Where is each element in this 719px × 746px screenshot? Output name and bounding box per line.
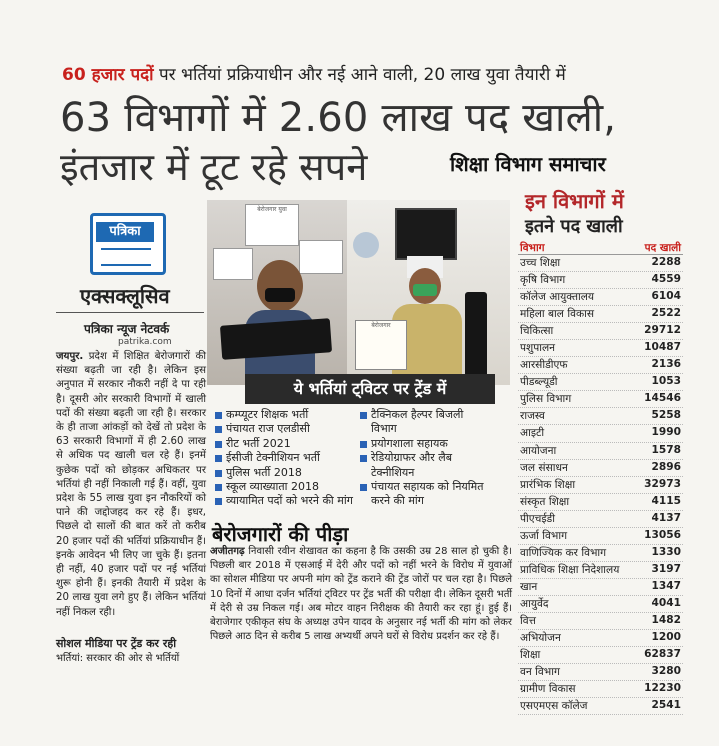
table-rows (518, 255, 683, 715)
dept-name: आयुर्वेद (520, 597, 549, 610)
vacant-posts: 62837 (644, 648, 681, 661)
trend-item-continued: विभाग (371, 422, 397, 436)
exclusive-label: एक्सक्लूसिव (80, 284, 170, 308)
vacant-posts: 29712 (644, 324, 681, 337)
dept-name: ऊर्जा विभाग (520, 529, 568, 542)
trend-item: स्कूल व्याख्याता 2018 (215, 480, 353, 494)
sign-text: बेरोजगार (371, 322, 391, 329)
table-row (518, 391, 683, 408)
table-row (518, 579, 683, 596)
black-mask (265, 288, 295, 302)
vacant-posts: 6104 (651, 290, 681, 303)
dateline: जयपुर. (56, 351, 84, 362)
dept-name: वन विभाग (520, 666, 560, 679)
byline: पत्रिका न्यूज नेटवर्क (84, 322, 170, 336)
dept-name: जल संसाधन (520, 461, 568, 474)
dept-name: अभियोजन (520, 632, 561, 645)
dept-name: आरसीडीएफ (520, 359, 568, 372)
dept-name: पुलिस विभाग (520, 393, 572, 406)
vacant-posts: 2288 (651, 256, 681, 268)
vacant-posts: 3280 (651, 665, 681, 678)
table-row (518, 562, 683, 579)
social-media-body: भर्तियां: सरकार की ओर से भर्तियों (56, 653, 180, 664)
poster-text: बेरोजगार युवा (257, 206, 287, 213)
trend-item: व्यायामित पदों को भरने की मांग (215, 494, 353, 508)
table-row (518, 545, 683, 562)
trend-item: रीट भर्ती 2021 (215, 437, 353, 451)
logo-lines (101, 248, 151, 266)
table-row (518, 306, 683, 323)
table-row (518, 460, 683, 477)
keyboard (220, 318, 332, 360)
table-row (518, 528, 683, 545)
table-row (518, 630, 683, 647)
dept-name: प्राविधिक शिक्षा निदेशालय (520, 563, 620, 576)
vacant-posts: 2896 (651, 460, 681, 473)
table-row (518, 374, 683, 391)
table-row (518, 511, 683, 528)
trend-item: पंचायत सहायक को नियमित (360, 480, 484, 494)
dept-name: शिक्षा (520, 649, 541, 662)
dept-name: पीएचईडी (520, 512, 555, 525)
unemployed-heading: बेरोजगारों की पीड़ा (212, 522, 349, 546)
dept-name: संस्कृत शिक्षा (520, 495, 570, 508)
trend-column-1 (215, 408, 353, 509)
table-row (518, 272, 683, 289)
vacant-posts: 1053 (651, 375, 681, 388)
vacant-posts: 14546 (644, 392, 681, 405)
protester-photo-1 (207, 200, 347, 385)
dept-name: पशुपालन (520, 342, 556, 355)
vacant-posts: 1347 (651, 579, 681, 592)
table-row (518, 289, 683, 306)
headline-line-1: 63 विभागों में 2.60 लाख पद खाली, (60, 95, 617, 141)
trend-item: पंचायत राज एलडीसी (215, 422, 353, 436)
unemployed-text: निवासी रवीन शेखावत का कहना है कि उसकी उम्र 28 साल हो चुकी है। पिछली बार 2018 में एसआई में देरी और पदों को नहीं भरने के विरोध में युवाओं का सोशल मीडिया पर अपनी मांग को ट्रेंड कराने की ट्रेंड जोरों पर चल रहा है। पिछले 10 दिनों में आधा दर्जन भर्तियां ट्विटर पर ट्रेंड भर्ती की परीक्षा दी। लेकिन दूसरी भर्ती में देरी से उम्र निकल गई। अब मोटर वाहन निरीक्षक की तैयारी कर रहा हूं। हुई हैं। बेराजेगार एकीकृत संघ के अध्यक्ष उपेन यादव के अनुसार नई भर्ती की मांग को लेकर पिछले आठ दिन से करीब 5 लाख अभ्यर्थी अपने घरों से विरोध प्रदर्शन कर रहे हैं। (210, 546, 512, 643)
table-row (518, 255, 683, 272)
table-row (518, 613, 683, 630)
dept-name: प्रारंभिक शिक्षा (520, 478, 576, 491)
watermark-globe (353, 232, 379, 258)
vacant-posts: 4137 (651, 511, 681, 524)
person-head (257, 260, 303, 312)
logo-text: पत्रिका (96, 222, 154, 242)
dept-name: पीडब्ल्यूडी (520, 376, 558, 389)
vacant-posts: 10487 (644, 341, 681, 354)
green-mask (413, 284, 437, 296)
headline-line-2: इंतजार में टूट रहे सपने (60, 145, 368, 189)
poster (299, 240, 343, 274)
vacant-posts: 3197 (651, 562, 681, 575)
dept-name: आइटी (520, 427, 545, 440)
vacant-posts: 2541 (651, 699, 681, 712)
trend-item: ईसीजी टेक्नीशियन भर्ती (215, 451, 353, 465)
dept-name: वाणिज्यिक कर विभाग (520, 546, 607, 559)
place-name: अजीतगढ़ (210, 546, 245, 557)
stamp-text: शिक्षा विभाग समाचार (450, 152, 606, 176)
dept-name: एसएमएस कॉलेज (520, 700, 588, 713)
protest-sign (355, 320, 407, 370)
dept-name: ग्रामीण विकास (520, 683, 576, 696)
table-row (518, 647, 683, 664)
vacant-posts: 5258 (651, 409, 681, 422)
divider (56, 312, 204, 313)
table-heading-1: इन विभागों में (525, 189, 624, 213)
vacant-posts: 32973 (644, 477, 681, 490)
poster (245, 204, 299, 246)
protester-photo-2 (347, 200, 510, 385)
vacant-posts: 2522 (651, 307, 681, 320)
dept-name: महिला बाल विकास (520, 308, 595, 321)
table-row (518, 443, 683, 460)
trend-item-continued: करने की मांग (371, 494, 424, 508)
dept-name: उच्च शिक्षा (520, 257, 561, 269)
dept-name: खान (520, 580, 538, 593)
table-row (518, 425, 683, 442)
vacancy-table (518, 240, 683, 715)
trend-banner: ये भर्तियां ट्विटर पर ट्रेंड में (245, 374, 495, 404)
dept-name: कॉलेज आयुक्तालय (520, 291, 595, 304)
vacant-posts: 1482 (651, 613, 681, 626)
table-row (518, 494, 683, 511)
dept-name: चिकित्सा (520, 325, 554, 338)
kicker-rest: पर भर्तियां प्रक्रियाधीन और नई आने वाली, 20 लाख युवा तैयारी में (153, 65, 566, 85)
patrika-logo (90, 213, 166, 275)
dept-name: राजस्व (520, 410, 545, 423)
article-text: प्रदेश में शिक्षित बेरोजगारों की संख्या बढ़ती जा रही है। लेकिन इस अनुपात में सरकार नौकरी नहीं दे पा रही है। दूसरी ओर सरकारी विभागों में खाली पदों की संख्या बढ़ती जा रही है। सरकार के ही ताजा आंकड़ों को देखें तो प्रदेश के 63 सरकारी विभागों में ही 2.60 लाख से अधिक पद खाली चल रहे हैं। इनमें कुछेक पदों को छोड़कर अधिकतर पर भर्तियां ही नहीं निकाली गई हैं। वहीं, युवा प्रदेश के 55 लाख युवा इन नौकरियों को पाने की जद्दोजहद कर रहे हैं। इधर, पिछले दो सालों की बात करें तो करीब 20 हजार पदों की भर्तियां प्रक्रियाधीन हैं। इनके आवेदन भी लिए जा चुके हैं। इतना ही नहीं, 40 हजार पदों पर नई भर्तियां शुरू होनी हैं। इनकी तैयारी में प्रदेश के 20 लाख युवा लगे हुए हैं। लेकिन भर्तियां नहीं निकल रही। (56, 351, 206, 618)
trend-item: कम्प्यूटर शिक्षक भर्ती (215, 408, 353, 422)
kicker-line (62, 62, 566, 85)
vacant-posts: 12230 (644, 682, 681, 695)
keyboard (465, 292, 487, 377)
trend-item-continued: टेक्नीशियन (371, 465, 415, 479)
table-row (518, 477, 683, 494)
table-row (518, 340, 683, 357)
trend-item: पुलिस भर्ती 2018 (215, 466, 353, 480)
vacant-posts: 4115 (651, 494, 681, 507)
vacant-posts: 13056 (644, 528, 681, 541)
main-article-body (56, 350, 206, 620)
table-row (518, 357, 683, 374)
site-url: patrika.com (118, 337, 172, 347)
header-dept: विभाग (520, 242, 545, 254)
table-row (518, 323, 683, 340)
table-heading-2: इतने पद खाली (525, 216, 623, 237)
trend-item: रेडियोग्राफर और लैब (360, 451, 484, 465)
monitor (395, 208, 457, 260)
vacant-posts: 1200 (651, 631, 681, 644)
table-row (518, 681, 683, 698)
table-row (518, 664, 683, 681)
unemployed-body (210, 545, 512, 644)
vacant-posts: 2136 (651, 358, 681, 371)
header-posts: पद खाली (644, 242, 681, 254)
table-header (518, 240, 683, 255)
dept-name: वित्त (520, 614, 536, 627)
poster (213, 248, 253, 280)
vacant-posts: 1990 (651, 426, 681, 439)
dept-name: आयोजना (520, 444, 557, 457)
table-row (518, 596, 683, 613)
kicker-highlight: 60 हजार पदों (62, 65, 154, 85)
table-row (518, 408, 683, 425)
vacant-posts: 4559 (651, 273, 681, 286)
vacant-posts: 1330 (651, 545, 681, 558)
dept-name: कृषि विभाग (520, 274, 566, 287)
trend-item: प्रयोगशाला सहायक (360, 437, 484, 451)
vacant-posts: 4041 (651, 596, 681, 609)
trend-item: टैक्निकल हैल्पर बिजली (360, 408, 484, 422)
social-media-heading: सोशल मीडिया पर ट्रेंड कर रही (56, 637, 177, 650)
vacant-posts: 1578 (651, 443, 681, 456)
table-row (518, 698, 683, 715)
trend-column-2 (360, 408, 484, 509)
